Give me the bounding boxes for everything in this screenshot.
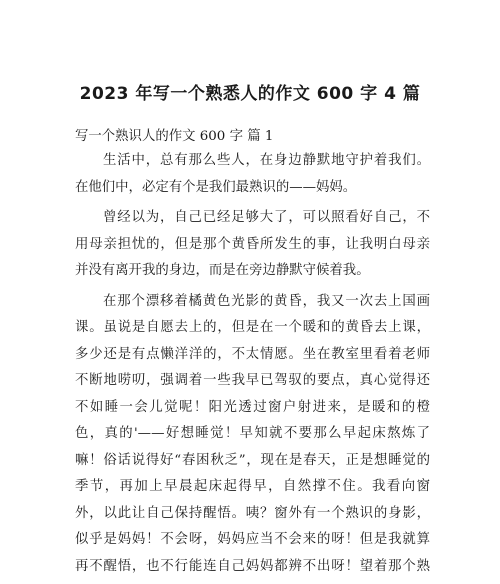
- essay-subheading: 写一个熟识人的作文 600 字 篇 1: [75, 129, 274, 144]
- text-line: 并没有离开我的身边，而是在旁边静默守候着我。: [75, 263, 370, 278]
- text-line: 嘛！俗话说得好“春困秋乏”，现在是春天，正是想睡觉的: [75, 452, 430, 468]
- text-line: 再不醒悟，也不行能连自己妈妈都辨不出呀！望着那个熟: [75, 558, 430, 574]
- text-line: 不断地唠叨，强调着一些我早已驾驭的要点，真心觉得还: [75, 373, 430, 388]
- document-title: 2023 年写一个熟悉人的作文 600 字 4 篇: [79, 84, 421, 104]
- text-line: 课。虽说是自愿去上的，但是在一个暖和的黄昏去上课，: [75, 320, 430, 335]
- text-line: 似乎是妈妈！不会呀，妈妈应当不会来的呀！但是我就算: [75, 532, 430, 547]
- essay-body: [75, 148, 430, 584]
- text-line: 生活中，总有那么些人，在身边静默地守护着我们。: [103, 153, 430, 168]
- text-line: 在他们中，必定有个是我们最熟识的——妈妈。: [75, 179, 357, 195]
- text-line: 用母亲担忧的，但是那个黄昏所发生的事，让我明白母亲: [75, 236, 430, 252]
- paragraph: [75, 148, 430, 201]
- text-line: 色，真的'——好想睡觉！早知就不要那么早起床熬炼了: [75, 426, 430, 441]
- text-line: 外，以此让自己保持醒悟。咦？窗外有一个熟识的身影，: [75, 505, 430, 521]
- paragraph: [75, 289, 430, 581]
- text-line: 多少还是有点懒洋洋的，不太情愿。坐在教室里看着老师: [75, 346, 430, 362]
- text-line: 曾经以为，自己已经足够大了，可以照看好自己，不: [103, 210, 430, 225]
- paragraph: [75, 205, 430, 285]
- text-line: 季节，再加上早晨起床起得早，自然撑不住。我看向窗: [75, 479, 430, 494]
- text-line: 在那个漂移着橘黄色光影的黄昏，我又一次去上国画: [103, 293, 430, 309]
- text-line: 不如睡一会儿觉呢！阳光透过窗户射进来，是暖和的橙: [75, 399, 430, 415]
